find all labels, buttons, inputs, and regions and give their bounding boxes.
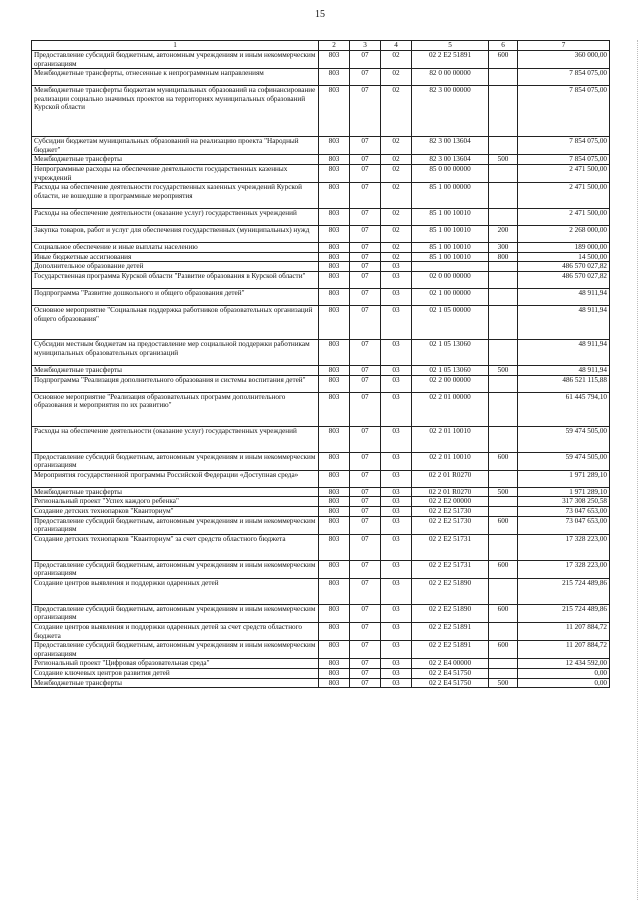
row-subsection-code: 03 (381, 262, 412, 272)
row-name: Расходы на обеспечение деятельности (оказание услуг) государственных учреждений (32, 209, 319, 226)
table-header-row (32, 41, 610, 51)
row-department-code: 803 (319, 669, 350, 679)
row-expense-type-code (489, 470, 518, 487)
row-amount: 59 474 505,00 (518, 426, 610, 452)
row-department-code: 803 (319, 262, 350, 272)
row-amount: 189 000,00 (518, 243, 610, 253)
row-expense-type-code: 600 (489, 604, 518, 622)
row-name: Расходы на обеспечение деятельности государственных казенных учреждений Курской области, не вошедшие в программные мероприятия (32, 183, 319, 209)
row-name: Расходы на обеспечение деятельности (оказание услуг) государственных учреждений (32, 426, 319, 452)
table-row (32, 86, 610, 137)
row-section-code: 07 (350, 516, 381, 534)
row-department-code: 803 (319, 164, 350, 182)
row-section-code: 07 (350, 426, 381, 452)
table-row (32, 252, 610, 262)
row-subsection-code: 03 (381, 560, 412, 578)
row-section-code: 07 (350, 641, 381, 659)
row-amount: 1 971 289,10 (518, 487, 610, 497)
table-row (32, 262, 610, 272)
row-amount: 48 911,94 (518, 305, 610, 339)
table-row (32, 659, 610, 669)
row-expense-type-code (489, 164, 518, 182)
row-expense-type-code (489, 659, 518, 669)
row-expense-type-code (489, 506, 518, 516)
row-name: Создание детских технопарков "Кванториум" (32, 506, 319, 516)
row-target-article-code: 82 3 00 13604 (412, 155, 489, 165)
row-department-code: 803 (319, 365, 350, 375)
row-amount: 2 471 500,00 (518, 183, 610, 209)
row-department-code: 803 (319, 86, 350, 137)
row-section-code: 07 (350, 305, 381, 339)
row-department-code: 803 (319, 560, 350, 578)
row-target-article-code: 02 2 E2 51890 (412, 578, 489, 604)
row-amount: 61 445 794,10 (518, 392, 610, 426)
table-row (32, 516, 610, 534)
row-expense-type-code: 500 (489, 487, 518, 497)
row-department-code: 803 (319, 497, 350, 507)
row-department-code: 803 (319, 183, 350, 209)
row-section-code: 07 (350, 86, 381, 137)
row-target-article-code: 02 2 E2 51891 (412, 623, 489, 641)
column-header: 7 (518, 41, 610, 51)
row-name: Создание центров выявления и поддержки одаренных детей за счет средств областного бюджета (32, 623, 319, 641)
row-subsection-code: 03 (381, 506, 412, 516)
row-expense-type-code (489, 209, 518, 226)
row-section-code: 07 (350, 452, 381, 470)
row-amount: 48 911,94 (518, 365, 610, 375)
row-subsection-code: 02 (381, 243, 412, 253)
row-name: Субсидии местным бюджетам на предоставление мер социальной поддержки работникам муниципальных образовательных организаций (32, 339, 319, 365)
row-department-code: 803 (319, 659, 350, 669)
row-name: Межбюджетные трансферты бюджетам муниципальных образований на софинансирование реализации социально значимых проектов на территориях муниципальных образований Курской области (32, 86, 319, 137)
row-department-code: 803 (319, 69, 350, 86)
row-section-code: 07 (350, 339, 381, 365)
row-name: Создание центров выявления и поддержки одаренных детей (32, 578, 319, 604)
row-department-code: 803 (319, 578, 350, 604)
row-target-article-code: 85 1 00 00000 (412, 183, 489, 209)
row-department-code: 803 (319, 305, 350, 339)
row-department-code: 803 (319, 487, 350, 497)
row-subsection-code: 02 (381, 86, 412, 137)
row-expense-type-code: 200 (489, 226, 518, 243)
table-body (32, 41, 610, 688)
row-section-code: 07 (350, 534, 381, 560)
row-subsection-code: 03 (381, 392, 412, 426)
row-expense-type-code (489, 534, 518, 560)
table-row (32, 226, 610, 243)
budget-table (31, 40, 610, 688)
row-name: Межбюджетные трансферты (32, 487, 319, 497)
row-amount: 73 047 653,00 (518, 506, 610, 516)
row-target-article-code: 02 1 05 00000 (412, 305, 489, 339)
table-row (32, 497, 610, 507)
row-target-article-code: 02 2 E4 00000 (412, 659, 489, 669)
row-section-code: 07 (350, 288, 381, 305)
row-subsection-code: 03 (381, 271, 412, 288)
row-section-code: 07 (350, 155, 381, 165)
row-expense-type-code (489, 137, 518, 155)
row-section-code: 07 (350, 271, 381, 288)
row-subsection-code: 03 (381, 641, 412, 659)
row-subsection-code: 03 (381, 452, 412, 470)
table-row (32, 339, 610, 365)
row-department-code: 803 (319, 623, 350, 641)
row-name: Государственная программа Курской области "Развитие образования в Курской области" (32, 271, 319, 288)
row-target-article-code: 85 1 00 10010 (412, 226, 489, 243)
table-row (32, 623, 610, 641)
row-subsection-code: 03 (381, 365, 412, 375)
column-header: 4 (381, 41, 412, 51)
row-subsection-code: 02 (381, 164, 412, 182)
row-name: Региональный проект "Успех каждого ребенка" (32, 497, 319, 507)
row-amount: 486 570 027,82 (518, 262, 610, 272)
row-expense-type-code (489, 339, 518, 365)
row-subsection-code: 03 (381, 375, 412, 392)
row-subsection-code: 03 (381, 426, 412, 452)
row-target-article-code: 02 0 00 00000 (412, 271, 489, 288)
row-section-code: 07 (350, 164, 381, 182)
row-department-code: 803 (319, 339, 350, 365)
row-expense-type-code: 600 (489, 516, 518, 534)
row-expense-type-code: 800 (489, 252, 518, 262)
row-amount: 73 047 653,00 (518, 516, 610, 534)
table-row (32, 155, 610, 165)
row-section-code: 07 (350, 497, 381, 507)
row-expense-type-code (489, 578, 518, 604)
row-expense-type-code (489, 271, 518, 288)
row-amount: 486 570 027,82 (518, 271, 610, 288)
row-department-code: 803 (319, 288, 350, 305)
row-section-code: 07 (350, 252, 381, 262)
row-target-article-code: 02 1 05 13060 (412, 365, 489, 375)
row-subsection-code: 02 (381, 226, 412, 243)
row-expense-type-code (489, 375, 518, 392)
row-section-code: 07 (350, 375, 381, 392)
table-row (32, 164, 610, 182)
row-subsection-code: 03 (381, 487, 412, 497)
table-row (32, 578, 610, 604)
row-name: Дополнительное образование детей (32, 262, 319, 272)
row-subsection-code: 03 (381, 339, 412, 365)
row-section-code: 07 (350, 604, 381, 622)
row-target-article-code: 02 2 E2 51730 (412, 516, 489, 534)
row-expense-type-code (489, 183, 518, 209)
row-name: Межбюджетные трансферты (32, 365, 319, 375)
row-department-code: 803 (319, 226, 350, 243)
table-row (32, 506, 610, 516)
row-name: Подпрограмма "Развитие дошкольного и общего образования детей" (32, 288, 319, 305)
row-name: Создание ключевых центров развития детей (32, 669, 319, 679)
row-amount: 59 474 505,00 (518, 452, 610, 470)
row-name: Непрограммные расходы на обеспечение деятельности государственных казенных учреждений (32, 164, 319, 182)
row-target-article-code: 02 2 00 00000 (412, 375, 489, 392)
table-row (32, 452, 610, 470)
row-expense-type-code (489, 669, 518, 679)
column-header: 5 (412, 41, 489, 51)
row-expense-type-code: 600 (489, 641, 518, 659)
row-subsection-code: 02 (381, 252, 412, 262)
row-section-code: 07 (350, 51, 381, 69)
row-subsection-code: 02 (381, 155, 412, 165)
row-subsection-code: 02 (381, 137, 412, 155)
row-target-article-code: 02 2 01 R0270 (412, 487, 489, 497)
row-amount: 215 724 489,86 (518, 578, 610, 604)
row-expense-type-code: 600 (489, 51, 518, 69)
row-section-code: 07 (350, 578, 381, 604)
row-department-code: 803 (319, 426, 350, 452)
table-row (32, 375, 610, 392)
row-name: Основное мероприятие "Социальная поддержка работников образовательных организаций общего образования" (32, 305, 319, 339)
row-section-code: 07 (350, 69, 381, 86)
row-expense-type-code: 500 (489, 678, 518, 688)
row-expense-type-code (489, 305, 518, 339)
row-amount: 48 911,94 (518, 339, 610, 365)
row-department-code: 803 (319, 243, 350, 253)
row-subsection-code: 03 (381, 659, 412, 669)
table-row (32, 243, 610, 253)
row-name: Мероприятия государственной программы Российской Федерации «Доступная среда» (32, 470, 319, 487)
row-target-article-code: 82 3 00 13604 (412, 137, 489, 155)
row-target-article-code: 02 2 01 00000 (412, 392, 489, 426)
row-department-code: 803 (319, 534, 350, 560)
row-subsection-code: 02 (381, 69, 412, 86)
row-expense-type-code: 600 (489, 560, 518, 578)
row-target-article-code: 02 1 05 13060 (412, 339, 489, 365)
row-name: Межбюджетные трансферты (32, 155, 319, 165)
row-amount: 7 854 075,00 (518, 155, 610, 165)
row-target-article-code: 85 1 00 10010 (412, 243, 489, 253)
table-row (32, 288, 610, 305)
row-subsection-code: 03 (381, 470, 412, 487)
row-section-code: 07 (350, 506, 381, 516)
row-target-article-code: 85 1 00 10010 (412, 209, 489, 226)
row-name: Субсидии бюджетам муниципальных образований на реализацию проекта "Народный бюджет" (32, 137, 319, 155)
row-section-code: 07 (350, 678, 381, 688)
row-name: Закупка товаров, работ и услуг для обеспечения государственных (муниципальных) нужд (32, 226, 319, 243)
row-department-code: 803 (319, 470, 350, 487)
row-subsection-code: 03 (381, 678, 412, 688)
row-section-code: 07 (350, 226, 381, 243)
row-expense-type-code: 500 (489, 155, 518, 165)
row-target-article-code: 02 2 E2 00000 (412, 497, 489, 507)
row-department-code: 803 (319, 392, 350, 426)
row-department-code: 803 (319, 452, 350, 470)
row-expense-type-code: 600 (489, 452, 518, 470)
row-amount: 486 521 115,88 (518, 375, 610, 392)
row-department-code: 803 (319, 375, 350, 392)
row-department-code: 803 (319, 51, 350, 69)
row-section-code: 07 (350, 623, 381, 641)
column-header: 6 (489, 41, 518, 51)
row-amount: 11 207 884,72 (518, 641, 610, 659)
row-target-article-code: 02 2 E2 51731 (412, 560, 489, 578)
row-amount: 1 971 289,10 (518, 470, 610, 487)
table-row (32, 470, 610, 487)
row-name: Предоставление субсидий бюджетным, автономным учреждениям и иным некоммерческим организациям (32, 516, 319, 534)
row-section-code: 07 (350, 659, 381, 669)
row-section-code: 07 (350, 262, 381, 272)
row-section-code: 07 (350, 183, 381, 209)
row-name: Предоставление субсидий бюджетным, автономным учреждениям и иным некоммерческим организациям (32, 641, 319, 659)
row-subsection-code: 03 (381, 534, 412, 560)
row-amount: 215 724 489,86 (518, 604, 610, 622)
row-amount: 12 434 592,00 (518, 659, 610, 669)
row-department-code: 803 (319, 271, 350, 288)
row-target-article-code: 02 1 00 00000 (412, 288, 489, 305)
table-row (32, 534, 610, 560)
row-expense-type-code (489, 288, 518, 305)
row-subsection-code: 03 (381, 604, 412, 622)
page-number: 15 (315, 9, 325, 20)
row-section-code: 07 (350, 470, 381, 487)
row-target-article-code (412, 262, 489, 272)
row-section-code: 07 (350, 137, 381, 155)
column-header: 1 (32, 41, 319, 51)
row-target-article-code: 02 2 E2 51891 (412, 641, 489, 659)
row-expense-type-code (489, 69, 518, 86)
table-row (32, 426, 610, 452)
row-target-article-code: 02 2 01 R0270 (412, 470, 489, 487)
row-subsection-code: 02 (381, 209, 412, 226)
row-subsection-code: 03 (381, 623, 412, 641)
row-department-code: 803 (319, 604, 350, 622)
row-amount: 360 000,00 (518, 51, 610, 69)
row-department-code: 803 (319, 641, 350, 659)
row-amount: 14 500,00 (518, 252, 610, 262)
table-row (32, 604, 610, 622)
row-section-code: 07 (350, 560, 381, 578)
table-row (32, 365, 610, 375)
row-name: Региональный проект "Цифровая образовательная среда" (32, 659, 319, 669)
column-header: 2 (319, 41, 350, 51)
row-amount: 7 854 075,00 (518, 86, 610, 137)
row-name: Предоставление субсидий бюджетным, автономным учреждениям и иным некоммерческим организациям (32, 452, 319, 470)
row-department-code: 803 (319, 678, 350, 688)
row-expense-type-code: 500 (489, 365, 518, 375)
row-department-code: 803 (319, 252, 350, 262)
table-row (32, 209, 610, 226)
column-header: 3 (350, 41, 381, 51)
row-subsection-code: 03 (381, 497, 412, 507)
row-subsection-code: 03 (381, 516, 412, 534)
row-amount: 17 328 223,00 (518, 560, 610, 578)
row-target-article-code: 02 2 E2 51730 (412, 506, 489, 516)
row-name: Предоставление субсидий бюджетным, автономным учреждениям и иным некоммерческим организациям (32, 560, 319, 578)
row-name: Иные бюджетные ассигнования (32, 252, 319, 262)
row-target-article-code: 02 2 E2 51890 (412, 604, 489, 622)
row-target-article-code: 02 2 E4 51750 (412, 678, 489, 688)
row-expense-type-code (489, 623, 518, 641)
row-name: Предоставление субсидий бюджетным, автономным учреждениям и иным некоммерческим организациям (32, 604, 319, 622)
table-row (32, 669, 610, 679)
row-subsection-code: 03 (381, 288, 412, 305)
row-target-article-code: 02 2 E4 51750 (412, 669, 489, 679)
page-edge-line (636, 40, 638, 900)
row-section-code: 07 (350, 243, 381, 253)
row-amount: 317 308 250,58 (518, 497, 610, 507)
row-amount: 7 854 075,00 (518, 69, 610, 86)
table-row (32, 137, 610, 155)
row-department-code: 803 (319, 155, 350, 165)
row-department-code: 803 (319, 516, 350, 534)
table-row (32, 51, 610, 69)
row-amount: 11 207 884,72 (518, 623, 610, 641)
row-target-article-code: 02 2 E2 51731 (412, 534, 489, 560)
row-amount: 2 471 500,00 (518, 164, 610, 182)
row-amount: 7 854 075,00 (518, 137, 610, 155)
row-amount: 2 471 500,00 (518, 209, 610, 226)
row-section-code: 07 (350, 487, 381, 497)
table-row (32, 641, 610, 659)
row-expense-type-code (489, 426, 518, 452)
table-row (32, 69, 610, 86)
row-target-article-code: 82 3 00 00000 (412, 86, 489, 137)
row-subsection-code: 03 (381, 305, 412, 339)
row-expense-type-code (489, 86, 518, 137)
row-amount: 17 328 223,00 (518, 534, 610, 560)
row-amount: 0,00 (518, 669, 610, 679)
row-subsection-code: 03 (381, 578, 412, 604)
row-department-code: 803 (319, 137, 350, 155)
row-section-code: 07 (350, 365, 381, 375)
row-name: Межбюджетные трансферты (32, 678, 319, 688)
row-subsection-code: 02 (381, 183, 412, 209)
row-section-code: 07 (350, 669, 381, 679)
row-name: Подпрограмма "Реализация дополнительного образования и системы воспитания детей" (32, 375, 319, 392)
row-expense-type-code (489, 262, 518, 272)
row-target-article-code: 02 2 E2 51891 (412, 51, 489, 69)
row-name: Социальное обеспечение и иные выплаты населению (32, 243, 319, 253)
row-name: Межбюджетные трансферты, отнесенные к непрограммным направлениям (32, 69, 319, 86)
row-amount: 0,00 (518, 678, 610, 688)
row-target-article-code: 02 2 01 10010 (412, 426, 489, 452)
table-row (32, 183, 610, 209)
row-name: Предоставление субсидий бюджетным, автономным учреждениям и иным некоммерческим организациям (32, 51, 319, 69)
table-row (32, 487, 610, 497)
row-amount: 48 911,94 (518, 288, 610, 305)
row-department-code: 803 (319, 209, 350, 226)
row-target-article-code: 85 1 00 10010 (412, 252, 489, 262)
row-subsection-code: 03 (381, 669, 412, 679)
table-row (32, 560, 610, 578)
row-department-code: 803 (319, 506, 350, 516)
row-target-article-code: 02 2 01 10010 (412, 452, 489, 470)
row-amount: 2 268 000,00 (518, 226, 610, 243)
row-target-article-code: 82 0 00 00000 (412, 69, 489, 86)
row-name: Основное мероприятие "Реализация образовательных программ дополнительного образования и мероприятия по их развитию" (32, 392, 319, 426)
row-section-code: 07 (350, 392, 381, 426)
row-subsection-code: 02 (381, 51, 412, 69)
table-row (32, 392, 610, 426)
row-name: Создание детских технопарков "Кванториум" за счет средств областного бюджета (32, 534, 319, 560)
row-expense-type-code (489, 497, 518, 507)
table-row (32, 678, 610, 688)
row-target-article-code: 85 0 00 00000 (412, 164, 489, 182)
row-section-code: 07 (350, 209, 381, 226)
table-row (32, 305, 610, 339)
row-expense-type-code (489, 392, 518, 426)
row-expense-type-code: 300 (489, 243, 518, 253)
table-row (32, 271, 610, 288)
